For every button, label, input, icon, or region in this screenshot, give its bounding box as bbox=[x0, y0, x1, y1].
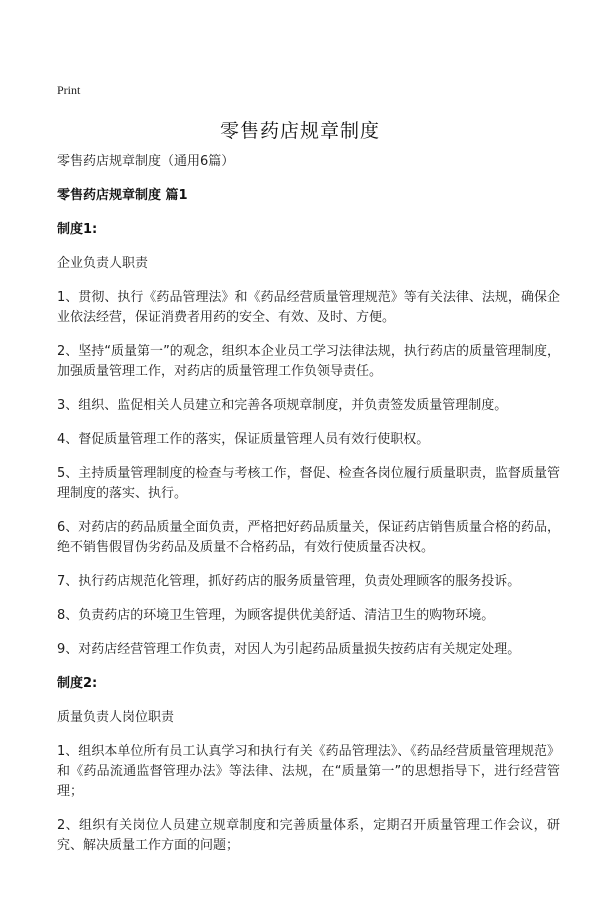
rule1-item: 1、贯彻、执行《药品管理法》和《药品经营质量管理规范》等有关法律、法规，确保企业依法经营，保证消费者用药的安全、有效、及时、方便。 bbox=[57, 290, 560, 325]
rule1-item: 4、督促质量管理工作的落实，保证质量管理人员有效行使职权。 bbox=[57, 432, 430, 447]
print-label: Print bbox=[57, 83, 81, 97]
rule2-item: 1、组织本单位所有员工认真学习和执行有关《药品管理法》、《药品经营质量管理规范》和《药品流通监督管理办法》等法律、法规，在“质量第一”的思想指导下，进行经营管理； bbox=[57, 744, 560, 799]
rule1-item: 2、坚持“质量第一”的观念，组织本企业员工学习法律法规，执行药店的质量管理制度，加强质量管理工作，对药店的质量管理工作负领导责任。 bbox=[57, 344, 560, 379]
rule2-name: 质量负责人岗位职责 bbox=[57, 710, 175, 725]
rule1-name: 企业负责人职责 bbox=[57, 256, 149, 271]
rule1-item: 3、组织、监促相关人员建立和完善各项规章制度，并负责签发质量管理制度。 bbox=[57, 398, 508, 413]
rule2-heading: 制度2: bbox=[57, 676, 98, 691]
rule1-heading: 制度1: bbox=[57, 222, 98, 237]
rule2-item: 2、组织有关岗位人员建立规章制度和完善质量体系，定期召开质量管理工作会议，研究、解决质量工作方面的问题； bbox=[57, 818, 560, 853]
section-heading: 零售药店规章制度 篇1 bbox=[57, 188, 188, 203]
rule1-item: 5、主持质量管理制度的检查与考核工作，督促、检查各岗位履行质量职责，监督质量管理制度的落实、执行。 bbox=[57, 466, 560, 501]
document-body bbox=[57, 152, 560, 870]
rule1-item: 9、对药店经营管理工作负责，对因人为引起药品质量损失按药店有关规定处理。 bbox=[57, 642, 521, 657]
document-subtitle: 零售药店规章制度（通用6篇） bbox=[57, 154, 235, 169]
rule1-item: 6、对药店的药品质量全面负责，严格把好药品质量关，保证药店销售质量合格的药品，绝不销售假冒伪劣药品及质量不合格药品，有效行使质量否决权。 bbox=[57, 520, 560, 555]
rule1-item: 8、负责药店的环境卫生管理，为顾客提供优美舒适、清洁卫生的购物环境。 bbox=[57, 608, 495, 623]
rule1-item: 7、执行药店规范化管理，抓好药店的服务质量管理，负责处理顾客的服务投诉。 bbox=[57, 574, 521, 589]
page-title: 零售药店规章制度 bbox=[219, 120, 380, 142]
